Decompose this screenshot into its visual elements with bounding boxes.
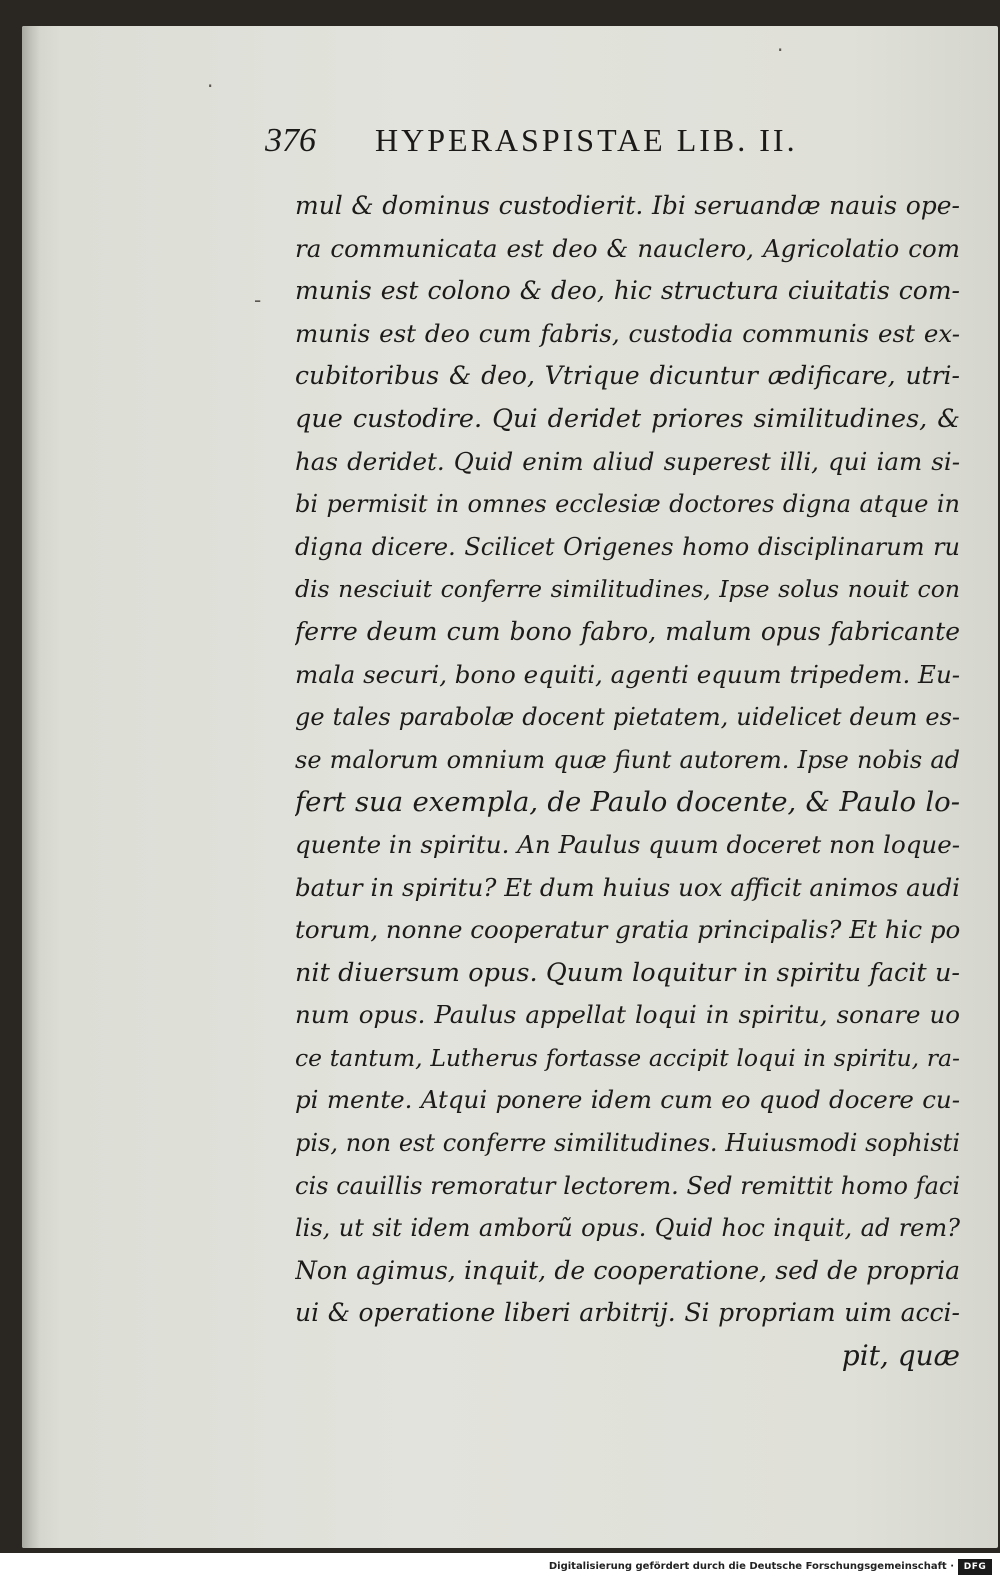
stray-mark: ·: [777, 38, 784, 62]
dfg-logo: DFG: [958, 1559, 992, 1575]
text-line: ui & operatione liberi arbitrij. Si propriam uim acci-: [295, 1298, 960, 1328]
text-line: mul & dominus custodierit. Ibi seruandæ nauis ope-: [295, 191, 960, 220]
text-line: fert sua exempla, de Paulo docente, & Paulo lo-: [295, 786, 960, 819]
text-line: pis, non est conferre similitudines. Huiusmodi sophisti: [295, 1129, 960, 1158]
text-line: nit diuersum opus. Quum loquitur in spiritu facit u-: [295, 957, 960, 988]
text-line: munis est deo cum fabris, custodia communis est ex-: [295, 318, 960, 348]
text-line: cis cauillis remoratur lectorem. Sed remittit homo faci: [295, 1171, 960, 1200]
stray-mark: ·: [207, 74, 214, 98]
text-line: ge tales parabolæ docent pietatem, uidelicet deum es-: [295, 703, 960, 732]
text-line: bi permisit in omnes ecclesiæ doctores digna atque in: [295, 490, 960, 519]
text-line: dis nesciuit conferre similitudines, Ipse solus nouit con: [295, 575, 960, 604]
text-line: munis est colono & deo, hic structura ciuitatis com-: [295, 276, 960, 306]
text-line: ferre deum cum bono fabro, malum opus fabricante: [295, 616, 960, 646]
text-line: ce tantum, Lutherus fortasse accipit loqui in spiritu, ra-: [295, 1043, 960, 1072]
page-header: [265, 116, 945, 176]
page-gutter-edge: [22, 26, 40, 1548]
text-line: has deridet. Quid enim aliud superest illi, qui iam si-: [295, 446, 960, 476]
text-line: quente in spiritu. An Paulus quum doceret non loque-: [295, 829, 960, 859]
text-line: se malorum omnium quæ fiunt autorem. Ipse nobis ad: [295, 745, 960, 774]
digitization-footer: [0, 1553, 1000, 1583]
text-line: pi mente. Atqui ponere idem cum eo quod docere cu-: [295, 1085, 960, 1115]
running-title: HYPERASPISTAE LIB. II.: [375, 122, 798, 158]
page-number: 376: [265, 122, 316, 159]
text-line: ra communicata est deo & nauclero, Agricolatio com: [295, 233, 960, 263]
catchword: pit, quæ: [841, 1339, 960, 1373]
text-line: torum, nonne cooperatur gratia principalis? Et hic po: [295, 915, 960, 945]
text-line: batur in spiritu? Et dum huius uox afficit animos audi: [295, 872, 960, 902]
text-line: Non agimus, inquit, de cooperatione, sed de propria: [295, 1255, 960, 1285]
text-line: cubitoribus & deo, Vtrique dicuntur ædificare, utri-: [295, 361, 960, 391]
text-line: digna dicere. Scilicet Origenes homo disciplinarum ru: [295, 532, 960, 561]
text-line: num opus. Paulus appellat loqui in spiritu, sonare uo: [295, 1000, 960, 1030]
margin-dash-mark: -: [254, 288, 262, 312]
funding-credit: Digitalisierung gefördert durch die Deutsche Forschungsgemeinschaft ·: [548, 1561, 954, 1572]
text-line: lis, ut sit idem amborũ opus. Quid hoc inquit, ad rem?: [295, 1214, 960, 1243]
body-text: [295, 185, 960, 1378]
text-line: que custodire. Qui deridet priores similitudines, &: [295, 403, 960, 434]
text-line: mala securi, bono equiti, agenti equum tripedem. Eu-: [295, 659, 960, 689]
